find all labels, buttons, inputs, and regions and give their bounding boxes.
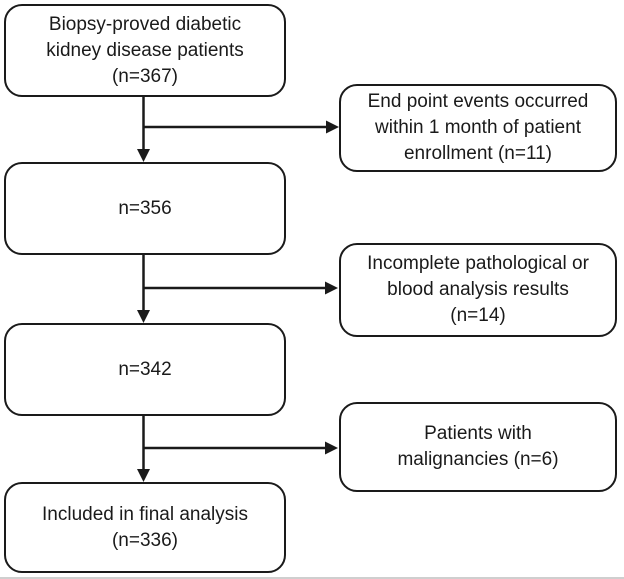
box-incomplete-exclusion-line3: (n=14) bbox=[450, 305, 506, 326]
box-endpoint-exclusion-line2: within 1 month of patient bbox=[375, 117, 581, 138]
box-biopsy-patients-line1: Biopsy-proved diabetic bbox=[48, 13, 242, 35]
box-endpoint-exclusion bbox=[339, 84, 617, 172]
box-incomplete-exclusion-line1: Incomplete pathological or bbox=[367, 253, 589, 274]
box-biopsy-patients bbox=[4, 4, 286, 97]
box-final-analysis bbox=[4, 482, 286, 573]
box-malignancy-exclusion-line1: Patients with bbox=[424, 423, 532, 444]
box-n342 bbox=[4, 323, 286, 416]
box-incomplete-exclusion bbox=[339, 243, 617, 337]
arrow-n342-to-final-head bbox=[137, 469, 150, 482]
box-n356-line1: n=356 bbox=[118, 197, 172, 219]
box-final-analysis-line2: (n=336) bbox=[111, 529, 179, 551]
box-n356 bbox=[4, 162, 286, 255]
box-biopsy-patients-line2: kidney disease patients bbox=[46, 39, 244, 61]
box-endpoint-exclusion-line1: End point events occurred bbox=[367, 91, 589, 112]
arrow-n356-to-n342-head bbox=[137, 310, 150, 323]
box-final-analysis-line1: Included in final analysis bbox=[42, 503, 248, 525]
box-incomplete-exclusion-line2: blood analysis results bbox=[387, 279, 569, 300]
arrow-branch-incomplete-head bbox=[325, 282, 338, 295]
arrow-branch-malignancy-head bbox=[325, 442, 338, 455]
box-biopsy-patients-line3: (n=367) bbox=[111, 65, 179, 87]
box-n342-line1: n=342 bbox=[118, 358, 172, 380]
box-malignancy-exclusion bbox=[339, 402, 617, 492]
box-endpoint-exclusion-line3: enrollment (n=11) bbox=[403, 143, 553, 164]
box-malignancy-exclusion-line2: malignancies (n=6) bbox=[397, 449, 559, 470]
arrow-branch-endpoint-head bbox=[326, 121, 339, 134]
arrow-enrolled-to-n356-head bbox=[137, 149, 150, 162]
